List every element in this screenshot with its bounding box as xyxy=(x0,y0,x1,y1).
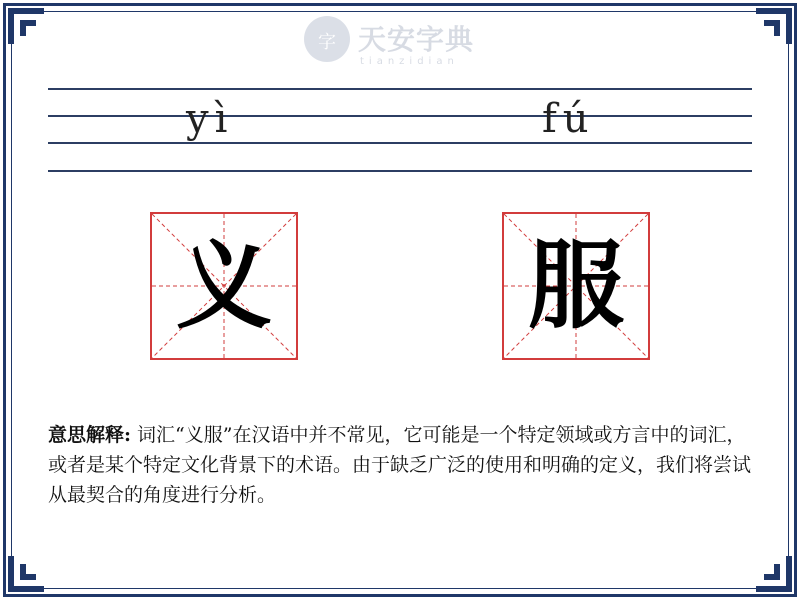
explanation-label: 意思解释: xyxy=(48,424,132,446)
staff-line xyxy=(48,170,752,172)
corner-ornament-icon xyxy=(754,6,794,46)
staff-line xyxy=(48,142,752,144)
pinyin-staff xyxy=(48,88,752,172)
corner-ornament-icon xyxy=(6,6,46,46)
watermark-logo xyxy=(300,14,500,70)
character-1: 义 xyxy=(176,229,272,342)
logo-seal-text: 字 xyxy=(318,32,336,53)
explanation-text: 词汇“义服”在汉语中并不常见，它可能是一个特定领域或方言中的词汇，或者是某个特定文化背景下的术语。由于缺乏广泛的使用和明确的定义，我们将尝试从最契合的角度进行分析。 xyxy=(48,424,752,506)
corner-ornament-icon xyxy=(6,554,46,594)
character-grid-2 xyxy=(502,212,650,360)
character-grid-1 xyxy=(150,212,298,360)
watermark-title: 天安字典 xyxy=(358,23,475,56)
logo-seal-icon xyxy=(304,16,350,62)
pinyin-2: fú xyxy=(542,96,595,142)
staff-line xyxy=(48,115,752,117)
staff-line xyxy=(48,88,752,90)
pinyin-1: yì xyxy=(186,96,234,142)
explanation-paragraph xyxy=(48,420,758,510)
corner-ornament-icon xyxy=(754,554,794,594)
watermark-subtitle: tianzidian xyxy=(360,56,459,67)
character-2: 服 xyxy=(528,229,624,342)
